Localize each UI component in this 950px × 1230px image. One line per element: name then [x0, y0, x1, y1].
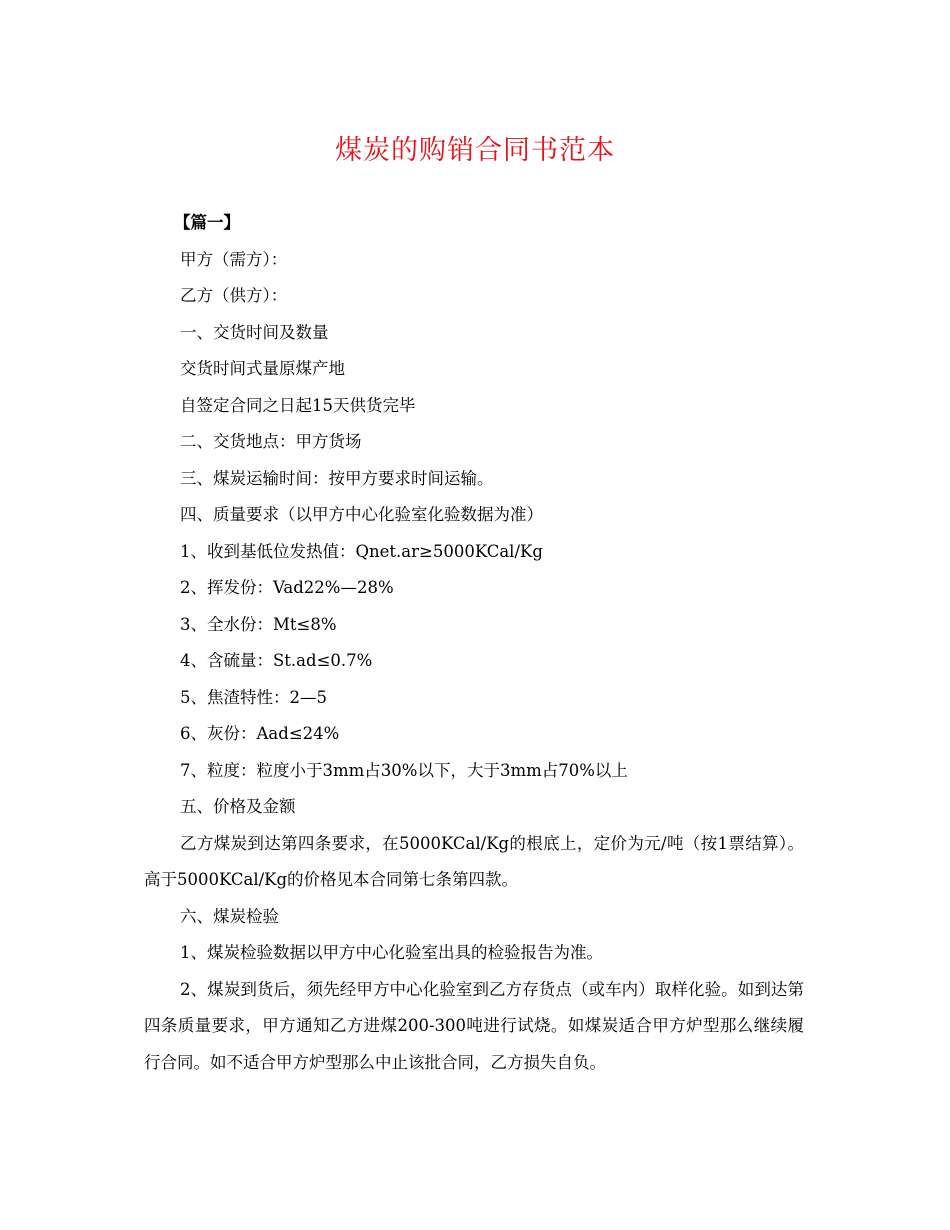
quality-item-7: 7、粒度：粒度小于3mm占30%以下，大于3mm占70%以上	[180, 760, 628, 780]
clause-3-line: 三、煤炭运输时间：按甲方要求时间运输。	[180, 468, 494, 488]
quality-item-5: 5、焦渣特性：2—5	[180, 687, 327, 707]
price-paragraph: 乙方煤炭到达第四条要求，在5000KCal/Kg的根底上，定价为元/吨（按1票结算）。高于5000KCal/Kg的价格见本合同第七条第四款。	[144, 833, 804, 889]
document-title: 煤炭的购销合同书范本	[335, 135, 615, 166]
clause-1-text-1: 交货时间式量原煤产地	[180, 359, 345, 378]
quality-item-6: 6、灰份：Aad≤24%	[180, 724, 340, 743]
quality-item-3: 3、全水份：Mt≤8%	[180, 614, 337, 634]
quality-item-4: 4、含硫量：St.ad≤0.7%	[180, 651, 373, 670]
quality-item-1: 1、收到基低位发热值：Qnet.ar≥5000KCal/Kg	[180, 541, 543, 561]
quality-item-2: 2、挥发份：Vad22%—28%	[180, 578, 394, 597]
inspection-item-2-paragraph: 2、煤炭到货后，须先经甲方中心化验室到乙方存货点（或车内）取样化验。如到达第四条质量要求，甲方通知乙方进煤200-300吨进行试烧。如煤炭适合甲方炉型那么继续履行合同。如不适合甲方炉型那么中止该批合同，乙方损失自负。	[144, 979, 804, 1072]
clause-1-heading: 一、交货时间及数量	[180, 322, 329, 342]
clause-1-text-2: 自签定合同之日起15天供货完毕	[180, 395, 416, 415]
section-tag: 【篇一】	[174, 213, 240, 232]
clause-5-heading: 五、价格及金额	[180, 797, 296, 816]
document-body	[144, 205, 804, 1081]
clause-2-line: 二、交货地点：甲方货场	[180, 432, 362, 451]
clause-6-heading: 六、煤炭检验	[180, 906, 279, 926]
party-b-line: 乙方（供方）：	[180, 286, 288, 305]
clause-4-heading: 四、质量要求（以甲方中心化验室化验数据为准）	[180, 505, 543, 524]
party-a-line: 甲方（需方）：	[180, 249, 288, 269]
inspection-item-1: 1、煤炭检验数据以甲方中心化验室出具的检验报告为准。	[180, 943, 603, 962]
